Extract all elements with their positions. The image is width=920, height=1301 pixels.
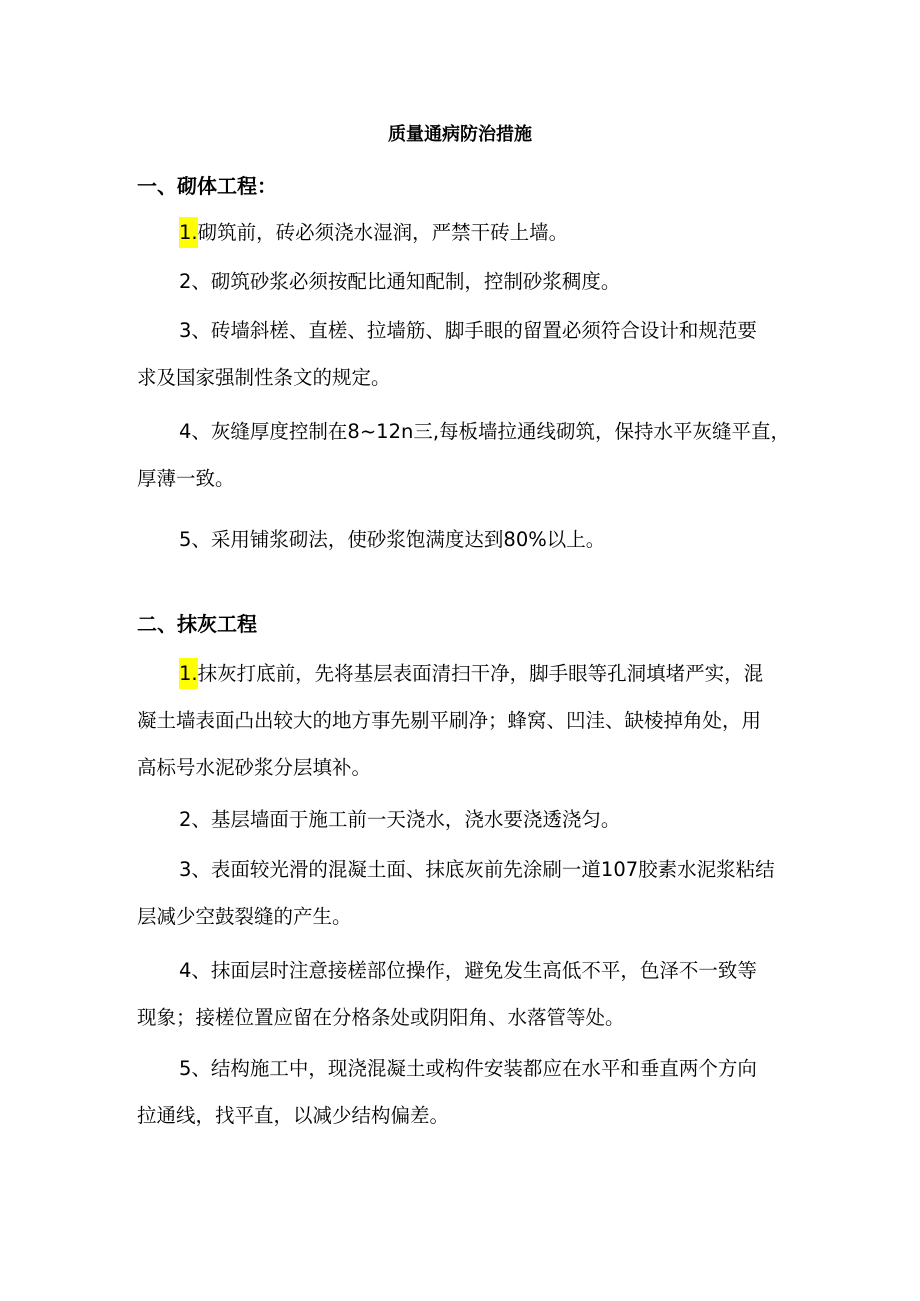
document-title: 质量通病防治措施 [388,124,532,145]
masonry-item-2: 2、砌筑砂浆必须按配比通知配制，控制砂浆稠度。 [179,270,621,293]
masonry-item-5: 5、采用铺浆砌法，使砂浆饱满度达到80%以上。 [179,528,606,551]
section-heading-masonry: 一、砌体工程： [137,174,277,198]
plastering-item-5: 5、结构施工中，现浇混凝土或构件安装都应在水平和垂直两个方向 拉通线，找平直，以减少结构偏差。 [137,1057,757,1127]
section-heading-plastering: 二、抹灰工程 [137,612,257,636]
masonry-item-4: 4、灰缝厚度控制在8~12n三,每板墙拉通线砌筑，保持水平灰缝平直， 厚薄一致。 [137,420,791,490]
plastering-item-4: 4、抹面层时注意接槎部位操作，避免发生高低不平，色泽不一致等 现象；接槎位置应留在分格条处或阴阳角、水落管等处。 [137,959,757,1029]
highlighted-item-number: 1. [179,217,198,248]
plastering-item-3: 3、表面较光滑的混凝土面、抹底灰前先涂刷一道107胶素水泥浆粘结 层减少空鼓裂缝的产生。 [137,858,775,928]
plastering-item-2: 2、基层墙面于施工前一天浇水，浇水要浇透浇匀。 [179,808,621,831]
masonry-item-1: 1.砌筑前，砖必须浇水湿润，严禁干砖上墙。 [137,209,797,256]
masonry-item-3: 3、砖墙斜槎、直槎、拉墙筋、脚手眼的留置必须符合设计和规范要 求及国家强制性条文的规定。 [137,319,757,389]
plastering-item-1: 1.抹灰打底前，先将基层表面清扫干净，脚手眼等孔洞填堵严实，混 凝土墙表面凸出较大的地方事先剔平刷净；蜂窝、凹洼、缺棱掉角处，用 高标号水泥砂浆分层填补。 [137,650,797,791]
highlighted-item-number: 1. [179,658,198,689]
